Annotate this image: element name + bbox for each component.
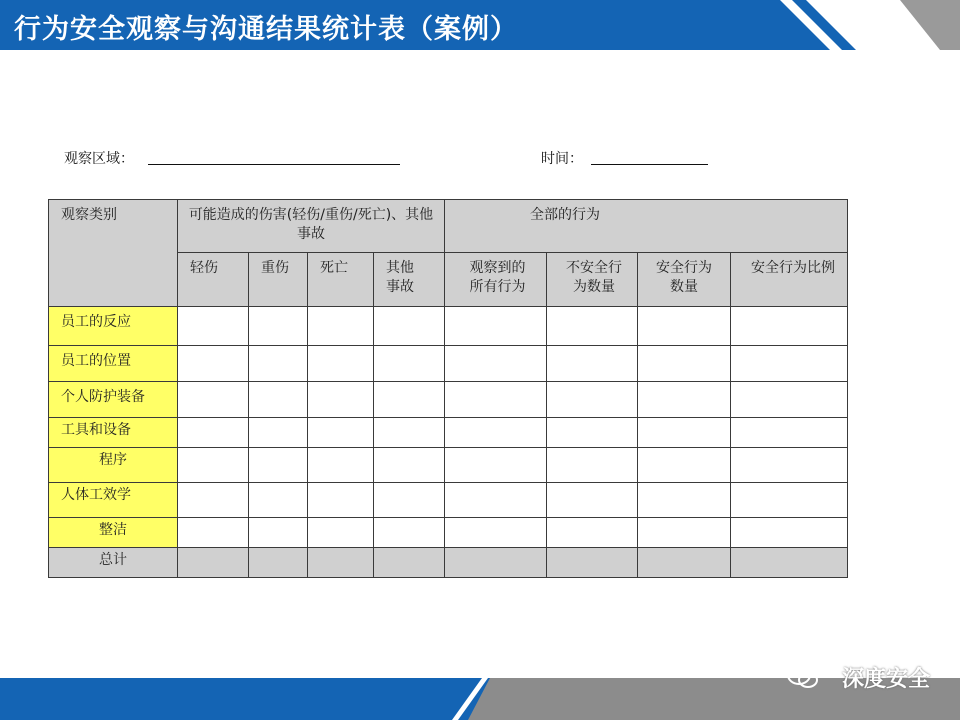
data-cell[interactable] [249,448,308,483]
category-label: 员工的位置 [61,353,131,369]
category-label: 人体工效学 [61,487,131,503]
sub-header-death: 死亡 [320,260,348,276]
category-label: 整洁 [99,522,127,538]
data-cell[interactable] [308,307,374,346]
data-cell[interactable] [445,448,547,483]
sub-header-cell [731,253,848,307]
data-cell[interactable] [249,418,308,448]
data-cell[interactable] [547,307,638,346]
data-cell[interactable] [638,382,731,418]
wechat-icon [786,664,820,690]
table-row [49,518,848,548]
total-data-cell[interactable] [178,548,249,578]
sub-header-cell [249,253,308,307]
behavior-group-header-cell [445,200,848,253]
total-label: 总计 [99,552,127,568]
title-bar-decoration [740,0,960,50]
data-cell[interactable] [178,518,249,548]
sub-header-cell [638,253,731,307]
time-label: 时间： [541,151,583,167]
sub-header-cell [445,253,547,307]
data-cell[interactable] [638,418,731,448]
total-data-cell[interactable] [374,548,445,578]
sub-header-other-accident: 其他事故 [386,260,414,295]
category-cell [49,307,178,346]
data-cell[interactable] [249,518,308,548]
total-data-cell[interactable] [638,548,731,578]
data-cell[interactable] [308,448,374,483]
statistics-table [48,199,848,578]
total-data-cell[interactable] [308,548,374,578]
data-cell[interactable] [445,382,547,418]
table-row [49,307,848,346]
data-cell[interactable] [445,418,547,448]
category-cell [49,483,178,518]
category-header: 观察类别 [61,207,117,223]
data-cell[interactable] [638,483,731,518]
data-cell[interactable] [547,483,638,518]
data-cell[interactable] [731,448,848,483]
sub-header-minor-injury: 轻伤 [190,260,218,276]
data-cell[interactable] [374,518,445,548]
data-cell[interactable] [731,307,848,346]
total-data-cell[interactable] [731,548,848,578]
sub-header-serious-injury: 重伤 [261,260,289,276]
data-cell[interactable] [547,382,638,418]
data-cell[interactable] [547,518,638,548]
data-cell[interactable] [178,448,249,483]
behavior-group-header: 全部的行为 [530,207,600,223]
data-cell[interactable] [445,518,547,548]
total-data-cell[interactable] [547,548,638,578]
data-cell[interactable] [731,483,848,518]
data-cell[interactable] [308,483,374,518]
sub-header-cell [547,253,638,307]
data-cell[interactable] [178,483,249,518]
data-cell[interactable] [374,346,445,382]
data-cell[interactable] [445,307,547,346]
table-row [49,483,848,518]
table-row [49,382,848,418]
data-cell[interactable] [308,382,374,418]
category-label: 程序 [99,452,127,468]
data-cell[interactable] [374,307,445,346]
sub-header-unsafe-count: 不安全行为数量 [566,260,622,295]
data-cell[interactable] [547,418,638,448]
table-row [49,418,848,448]
total-data-cell[interactable] [445,548,547,578]
sub-header-all-observed: 观察到的所有行为 [469,260,526,295]
data-cell[interactable] [374,483,445,518]
data-cell[interactable] [638,307,731,346]
table-row [49,448,848,483]
sub-header-cell [374,253,445,307]
title-bar [0,0,960,50]
data-cell[interactable] [249,382,308,418]
data-cell[interactable] [308,346,374,382]
data-cell[interactable] [249,307,308,346]
data-cell[interactable] [374,448,445,483]
total-cell [49,548,178,578]
data-cell[interactable] [547,346,638,382]
data-cell[interactable] [731,382,848,418]
data-cell[interactable] [249,346,308,382]
data-cell[interactable] [178,346,249,382]
data-cell[interactable] [731,346,848,382]
data-cell[interactable] [178,418,249,448]
data-cell[interactable] [638,448,731,483]
watermark-text: 深度安全 [841,667,930,692]
injury-group-header-cell [178,200,445,253]
category-label: 个人防护装备 [61,389,145,405]
category-label: 员工的反应 [61,314,131,330]
area-label: 观察区域： [64,151,134,167]
data-cell[interactable] [445,346,547,382]
data-cell[interactable] [638,518,731,548]
data-cell[interactable] [178,382,249,418]
category-cell [49,448,178,483]
total-data-cell[interactable] [249,548,308,578]
injury-group-header: 可能造成的伤害(轻伤/重伤/死亡)、其他事故 [188,207,434,242]
category-cell [49,382,178,418]
sub-header-safe-ratio: 安全行为比例 [751,260,835,276]
category-header-cell [49,200,178,307]
data-cell[interactable] [374,382,445,418]
data-cell[interactable] [731,518,848,548]
data-cell[interactable] [308,418,374,448]
category-cell [49,418,178,448]
area-field[interactable] [148,164,400,165]
time-field[interactable] [591,164,708,165]
sub-header-cell [178,253,249,307]
sub-header-safe-count: 安全行为数量 [656,260,712,295]
data-cell[interactable] [308,518,374,548]
total-row [49,548,848,578]
data-cell[interactable] [249,483,308,518]
data-cell[interactable] [445,483,547,518]
data-cell[interactable] [731,418,848,448]
data-cell[interactable] [178,307,249,346]
data-cell[interactable] [638,346,731,382]
page-title: 行为安全观察与沟通结果统计表（案例） [14,14,518,45]
data-cell[interactable] [374,418,445,448]
table-row [49,346,848,382]
category-label: 工具和设备 [61,422,131,438]
data-cell[interactable] [547,448,638,483]
category-cell [49,346,178,382]
category-cell [49,518,178,548]
sub-header-cell [308,253,374,307]
